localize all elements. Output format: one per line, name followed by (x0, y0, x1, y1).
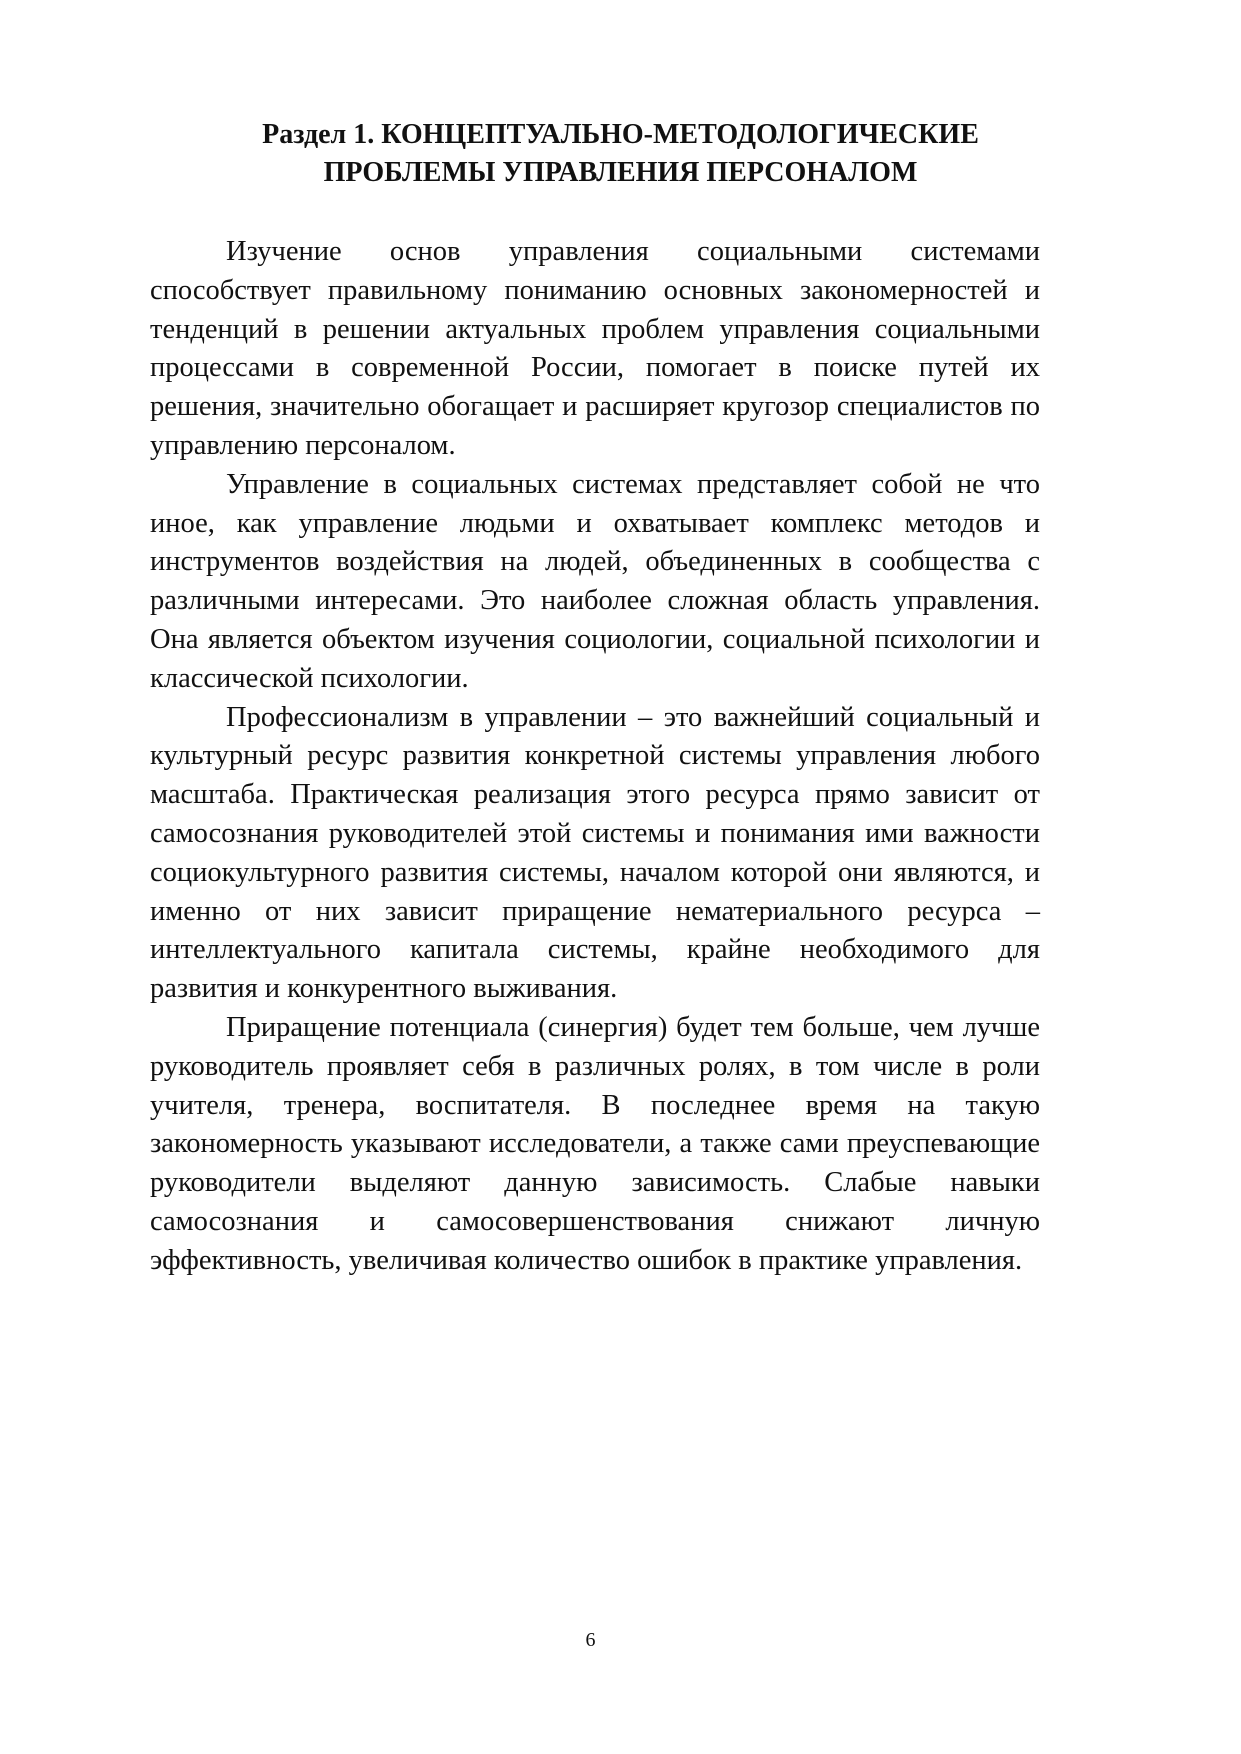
page-number: 6 (585, 1629, 596, 1651)
section-heading-line-2: ПРОБЛЕМЫ УПРАВЛЕНИЯ ПЕРСОНАЛОМ (323, 157, 918, 188)
paragraph-3: Профессионализм в управлении – это важнейший социальный и культурный ресурс развития конкретной системы управления любого масштаба. Практическая реализация этого ресурса прямо зависит от самосознания руководителей этой системы и понимания ими важности социокультурного развития системы, началом которой они являются, и именно от них зависит приращение нематериального ресурса – интеллектуального капитала системы, крайне необходимого для развития и конкурентного выживания. (150, 701, 1040, 1005)
paragraph-1: Изучение основ управления социальными системами способствует правильному пониманию основных закономерностей и тенденций в решении актуальных проблем управления социальными процессами в современной России, помогает в поиске путей их решения, значительно обогащает и расширяет кругозор специалистов по управлению персоналом. (150, 236, 1040, 461)
body-text (150, 233, 1040, 1281)
section-heading (150, 116, 1091, 192)
section-heading-line-1: Раздел 1. КОНЦЕПТУАЛЬНО-МЕТОДОЛОГИЧЕСКИЕ (262, 119, 979, 150)
paragraph-4: Приращение потенциала (синергия) будет тем больше, чем лучше руководитель проявляет себя в различных ролях, в том числе в роли учителя, тренера, воспитателя. В последнее время на такую закономерность указывают исследователи, а также сами преуспевающие руководители выделяют данную зависимость. Слабые навыки самосознания и самосовершенствования снижают личную эффективность, увеличивая количество ошибок в практике управления. (150, 1011, 1040, 1276)
paragraph-2: Управление в социальных системах представляет собой не что иное, как управление людьми и охватывает комплекс методов и инструментов воздействия на людей, объединенных в сообщества с различными интересами. Это наиболее сложная область управления. Она является объектом изучения социологии, социальной психологии и классической психологии. (150, 468, 1040, 694)
